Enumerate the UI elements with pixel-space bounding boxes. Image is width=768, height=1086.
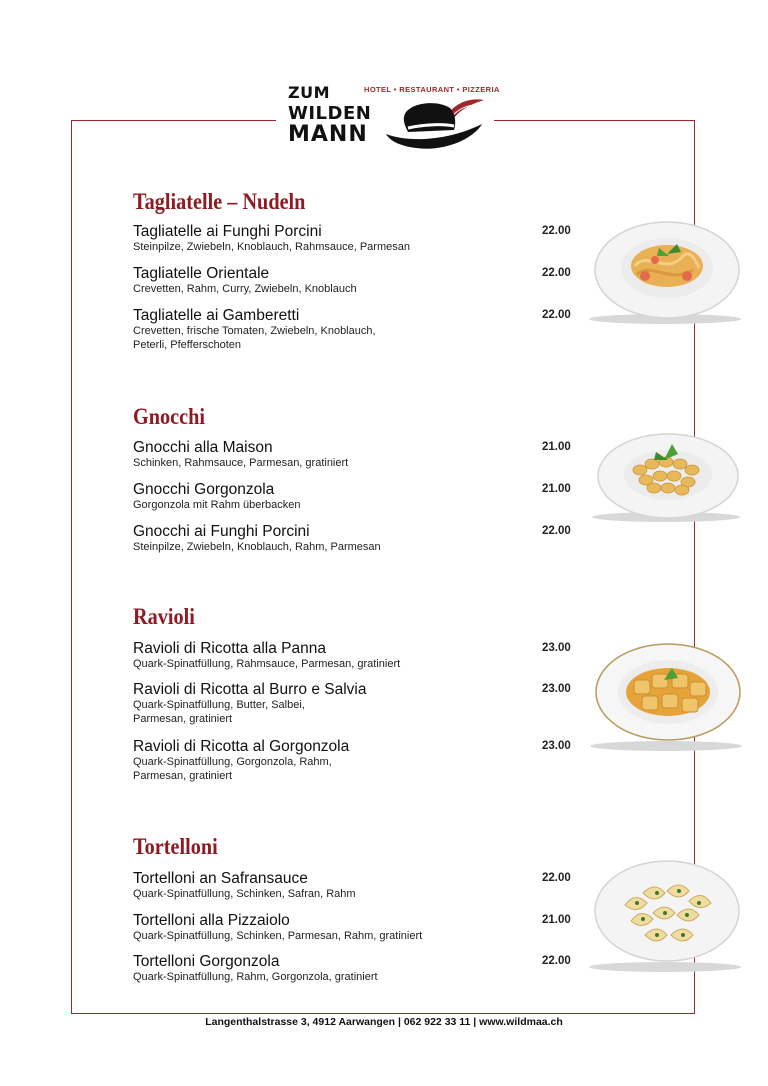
- logo-wordmark: ZUM WILDEN MANN: [288, 83, 372, 147]
- item-price: 22.00: [542, 225, 571, 237]
- item-description: Steinpilze, Zwiebeln, Knoblauch, Rahmsauce, Parmesan: [133, 241, 410, 253]
- footer-contact: Langenthalstrasse 3, 4912 Aarwangen | 062 922 33 11 | www.wildmaa.ch: [205, 1016, 563, 1028]
- item-price: 21.00: [542, 441, 571, 453]
- item-name: Ravioli di Ricotta al Gorgonzola: [133, 738, 350, 755]
- section-title-gnocchi: Gnocchi: [133, 404, 205, 429]
- menu-item: [133, 870, 583, 901]
- item-name: Gnocchi ai Funghi Porcini: [133, 523, 310, 540]
- menu-item: [133, 738, 583, 783]
- menu-item: [133, 439, 583, 470]
- item-description-line2: Parmesan, gratiniert: [133, 770, 233, 782]
- menu-item: [133, 912, 583, 943]
- item-price: 22.00: [542, 267, 571, 279]
- menu-item: [133, 265, 583, 296]
- item-price: 21.00: [542, 483, 571, 495]
- item-description: Schinken, Rahmsauce, Parmesan, gratiniert: [133, 457, 349, 469]
- item-name: Ravioli di Ricotta al Burro e Salvia: [133, 681, 367, 698]
- item-price: 22.00: [542, 872, 571, 884]
- menu-item: [133, 953, 583, 984]
- item-price: 21.00: [542, 914, 571, 926]
- item-description: Gorgonzola mit Rahm überbacken: [133, 499, 301, 511]
- item-description-line2: Peterli, Pfefferschoten: [133, 339, 242, 351]
- item-name: Tagliatelle ai Gamberetti: [133, 307, 300, 324]
- menu-item: [133, 481, 583, 512]
- item-description: Quark-Spinatfüllung, Gorgonzola, Rahm,: [133, 756, 332, 768]
- item-name: Tortelloni alla Pizzaiolo: [133, 912, 290, 929]
- menu-item: [133, 640, 583, 671]
- item-description: Quark-Spinatfüllung, Rahmsauce, Parmesan, gratiniert: [133, 658, 401, 670]
- item-description: Crevetten, frische Tomaten, Zwiebeln, Knoblauch,: [133, 325, 376, 337]
- item-price: 23.00: [542, 642, 571, 654]
- menu-item: [133, 307, 583, 352]
- menu-item: [133, 523, 583, 554]
- item-description: Steinpilze, Zwiebeln, Knoblauch, Rahm, Parmesan: [133, 541, 381, 553]
- item-description: Quark-Spinatfüllung, Butter, Salbei,: [133, 699, 305, 711]
- ravioli-plate-image: [588, 640, 750, 752]
- restaurant-logo: [288, 80, 500, 154]
- item-description: Quark-Spinatfüllung, Rahm, Gorgonzola, gratiniert: [133, 971, 378, 983]
- section-title-tortelloni: Tortelloni: [133, 834, 218, 859]
- item-name: Ravioli di Ricotta alla Panna: [133, 640, 326, 657]
- item-name: Tagliatelle Orientale: [133, 265, 270, 282]
- item-name: Gnocchi Gorgonzola: [133, 481, 275, 498]
- item-description: Quark-Spinatfüllung, Schinken, Safran, Rahm: [133, 888, 356, 900]
- section-title-ravioli: Ravioli: [133, 604, 195, 629]
- gnocchi-plate-image: [588, 430, 748, 524]
- item-description: Quark-Spinatfüllung, Schinken, Parmesan, Rahm, gratiniert: [133, 930, 423, 942]
- tortelloni-plate-image: [587, 857, 749, 973]
- tagliatelle-plate-image: [587, 218, 749, 328]
- item-name: Tortelloni an Safransauce: [133, 870, 308, 887]
- item-price: 22.00: [542, 309, 571, 321]
- menu-item: [133, 681, 583, 726]
- hat-feather-icon: [386, 94, 486, 152]
- item-price: 22.00: [542, 525, 571, 537]
- logo-tagline: HOTEL • RESTAURANT • PIZZERIA: [364, 85, 500, 94]
- item-price: 23.00: [542, 740, 571, 752]
- item-description-line2: Parmesan, gratiniert: [133, 713, 233, 725]
- item-price: 22.00: [542, 955, 571, 967]
- item-description: Crevetten, Rahm, Curry, Zwiebeln, Knoblauch: [133, 283, 357, 295]
- menu-item: [133, 223, 583, 254]
- item-name: Tortelloni Gorgonzola: [133, 953, 280, 970]
- item-price: 23.00: [542, 683, 571, 695]
- item-name: Tagliatelle ai Funghi Porcini: [133, 223, 322, 240]
- section-title-tagliatelle: Tagliatelle – Nudeln: [133, 189, 306, 214]
- item-name: Gnocchi alla Maison: [133, 439, 273, 456]
